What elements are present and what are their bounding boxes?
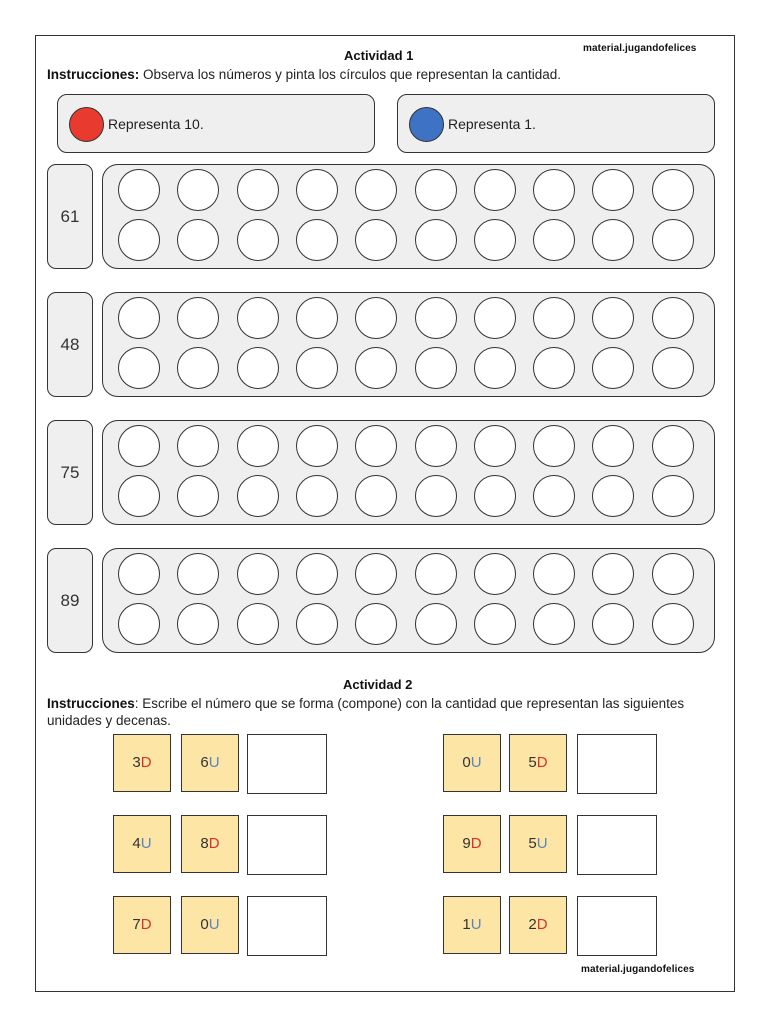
tile-number: 7	[132, 916, 141, 933]
empty-circle[interactable]	[652, 425, 694, 467]
empty-circle[interactable]	[118, 347, 160, 389]
empty-circle[interactable]	[237, 475, 279, 517]
empty-circle[interactable]	[296, 297, 338, 339]
tile-unit: D	[140, 754, 152, 771]
empty-circle[interactable]	[237, 347, 279, 389]
tile-number: 6	[200, 754, 209, 771]
circle-grid-row-1	[102, 164, 715, 269]
value-tile	[113, 815, 171, 873]
tile-unit: U	[470, 916, 482, 933]
tile-unit: D	[470, 835, 482, 852]
red-circle-icon	[69, 107, 104, 142]
empty-circle[interactable]	[652, 475, 694, 517]
activity1-instructions-text: Observa los números y pinta los círculos que representan la cantidad.	[139, 67, 562, 82]
number-label: 75	[60, 463, 80, 482]
number-card-89	[47, 548, 93, 653]
empty-circle[interactable]	[652, 603, 694, 645]
activity2-title: Actividad 2	[343, 677, 413, 692]
empty-circle[interactable]	[296, 553, 338, 595]
empty-circle[interactable]	[474, 475, 516, 517]
empty-circle[interactable]	[533, 219, 575, 261]
value-tile	[443, 896, 501, 954]
empty-circle[interactable]	[177, 553, 219, 595]
tile-unit: D	[536, 754, 548, 771]
blue-circle-icon	[409, 107, 444, 142]
empty-circle[interactable]	[118, 169, 160, 211]
empty-circle[interactable]	[177, 475, 219, 517]
empty-circle[interactable]	[355, 347, 397, 389]
empty-circle[interactable]	[296, 425, 338, 467]
empty-circle[interactable]	[533, 475, 575, 517]
empty-circle[interactable]	[474, 347, 516, 389]
empty-circle[interactable]	[415, 553, 457, 595]
number-card-75	[47, 420, 93, 525]
empty-circle[interactable]	[474, 219, 516, 261]
circle-grid-row-4	[102, 548, 715, 653]
tile-unit: U	[140, 835, 152, 852]
tile-unit: U	[536, 835, 548, 852]
activity2-instructions	[47, 695, 727, 729]
empty-circle[interactable]	[592, 219, 634, 261]
empty-circle[interactable]	[592, 297, 634, 339]
activity1-instructions-label: Instrucciones:	[47, 67, 140, 82]
empty-circle[interactable]	[533, 297, 575, 339]
tile-number: 9	[462, 835, 471, 852]
empty-circle[interactable]	[118, 219, 160, 261]
empty-circle[interactable]	[296, 347, 338, 389]
tile-number: 5	[528, 754, 537, 771]
value-tile	[113, 896, 171, 954]
empty-circle[interactable]	[237, 425, 279, 467]
answer-box[interactable]	[577, 815, 657, 875]
number-label: 48	[60, 335, 80, 354]
empty-circle[interactable]	[592, 475, 634, 517]
tile-number: 5	[528, 835, 537, 852]
empty-circle[interactable]	[118, 425, 160, 467]
legend-ones	[397, 94, 715, 153]
empty-circle[interactable]	[592, 347, 634, 389]
empty-circle[interactable]	[355, 603, 397, 645]
empty-circle[interactable]	[474, 603, 516, 645]
empty-circle[interactable]	[652, 347, 694, 389]
tile-unit: D	[208, 835, 220, 852]
empty-circle[interactable]	[355, 553, 397, 595]
empty-circle[interactable]	[118, 475, 160, 517]
empty-circle[interactable]	[415, 603, 457, 645]
tile-unit: D	[536, 916, 548, 933]
value-tile	[181, 896, 239, 954]
value-tile	[443, 815, 501, 873]
tile-number: 0	[200, 916, 209, 933]
empty-circle[interactable]	[474, 297, 516, 339]
empty-circle[interactable]	[592, 169, 634, 211]
tile-number: 8	[200, 835, 209, 852]
empty-circle[interactable]	[415, 169, 457, 211]
empty-circle[interactable]	[415, 297, 457, 339]
empty-circle[interactable]	[533, 169, 575, 211]
number-label: 89	[60, 591, 80, 610]
answer-box[interactable]	[247, 815, 327, 875]
empty-circle[interactable]	[355, 169, 397, 211]
value-tile	[509, 734, 567, 792]
empty-circle[interactable]	[355, 219, 397, 261]
empty-circle[interactable]	[237, 297, 279, 339]
empty-circle[interactable]	[652, 297, 694, 339]
empty-circle[interactable]	[474, 169, 516, 211]
empty-circle[interactable]	[533, 603, 575, 645]
empty-circle[interactable]	[652, 553, 694, 595]
tile-unit: U	[208, 916, 220, 933]
brand-watermark-top: material.jugandofelices	[583, 43, 697, 54]
empty-circle[interactable]	[237, 603, 279, 645]
empty-circle[interactable]	[237, 553, 279, 595]
empty-circle[interactable]	[592, 553, 634, 595]
empty-circle[interactable]	[296, 603, 338, 645]
empty-circle[interactable]	[415, 347, 457, 389]
circle-grid-row-2	[102, 292, 715, 397]
empty-circle[interactable]	[592, 603, 634, 645]
answer-box[interactable]	[577, 734, 657, 794]
value-tile	[181, 734, 239, 792]
empty-circle[interactable]	[177, 219, 219, 261]
empty-circle[interactable]	[415, 425, 457, 467]
activity1-title: Actividad 1	[344, 48, 414, 63]
value-tile	[181, 815, 239, 873]
empty-circle[interactable]	[533, 553, 575, 595]
empty-circle[interactable]	[652, 169, 694, 211]
empty-circle[interactable]	[355, 297, 397, 339]
empty-circle[interactable]	[652, 219, 694, 261]
value-tile	[113, 734, 171, 792]
tile-unit: U	[208, 754, 220, 771]
value-tile	[509, 896, 567, 954]
empty-circle[interactable]	[118, 297, 160, 339]
legend-tens	[57, 94, 375, 153]
number-card-48	[47, 292, 93, 397]
value-tile	[443, 734, 501, 792]
tile-number: 1	[462, 916, 471, 933]
tile-unit: U	[470, 754, 482, 771]
tile-number: 2	[528, 916, 537, 933]
empty-circle[interactable]	[237, 219, 279, 261]
activity2-instructions-text: : Escribe el número que se forma (compone) con la cantidad que representan las siguientes unidades y decenas.	[47, 696, 685, 728]
tile-unit: D	[140, 916, 152, 933]
activity1-instructions	[47, 66, 561, 83]
tile-number: 4	[132, 835, 141, 852]
answer-box[interactable]	[247, 896, 327, 956]
empty-circle[interactable]	[415, 219, 457, 261]
empty-circle[interactable]	[177, 347, 219, 389]
empty-circle[interactable]	[296, 169, 338, 211]
legend-tens-label: Representa 10.	[108, 116, 204, 132]
empty-circle[interactable]	[355, 425, 397, 467]
empty-circle[interactable]	[177, 603, 219, 645]
empty-circle[interactable]	[296, 475, 338, 517]
tile-number: 0	[462, 754, 471, 771]
brand-watermark-bottom: material.jugandofelices	[581, 964, 695, 975]
empty-circle[interactable]	[296, 219, 338, 261]
tile-number: 3	[132, 754, 141, 771]
answer-box[interactable]	[247, 734, 327, 794]
empty-circle[interactable]	[237, 169, 279, 211]
empty-circle[interactable]	[474, 553, 516, 595]
empty-circle[interactable]	[415, 475, 457, 517]
empty-circle[interactable]	[355, 475, 397, 517]
activity2-instructions-label: Instrucciones	[47, 696, 135, 711]
empty-circle[interactable]	[474, 425, 516, 467]
number-card-61	[47, 164, 93, 269]
empty-circle[interactable]	[177, 169, 219, 211]
legend-ones-label: Representa 1.	[448, 116, 536, 132]
value-tile	[509, 815, 567, 873]
empty-circle[interactable]	[533, 347, 575, 389]
empty-circle[interactable]	[177, 297, 219, 339]
empty-circle[interactable]	[592, 425, 634, 467]
empty-circle[interactable]	[533, 425, 575, 467]
empty-circle[interactable]	[118, 603, 160, 645]
circle-grid-row-3	[102, 420, 715, 525]
answer-box[interactable]	[577, 896, 657, 956]
empty-circle[interactable]	[118, 553, 160, 595]
empty-circle[interactable]	[177, 425, 219, 467]
number-label: 61	[60, 207, 80, 226]
